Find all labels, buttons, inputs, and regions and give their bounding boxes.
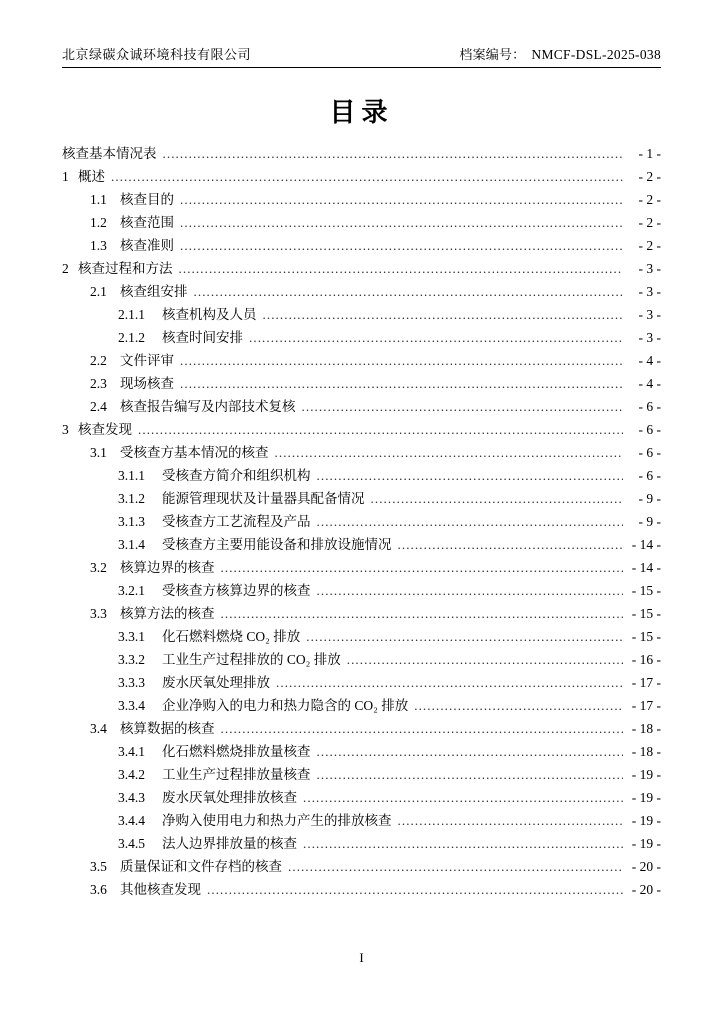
- table-of-contents: [62, 147, 661, 897]
- toc-entry-label: 核查组安排: [120, 284, 188, 299]
- toc-entry[interactable]: [62, 791, 661, 805]
- toc-entry-page: - 2 -: [638, 169, 661, 184]
- toc-entry-page: - 19 -: [631, 790, 661, 805]
- toc-leader-dots: [317, 745, 624, 759]
- toc-entry[interactable]: [62, 262, 661, 276]
- toc-entry-number: 3.4: [90, 721, 107, 736]
- toc-entry-page: - 3 -: [638, 261, 661, 276]
- toc-entry-page: - 14 -: [631, 537, 661, 552]
- toc-entry-number: 2.1: [90, 284, 107, 299]
- toc-entry-label: 核查报告编写及内部技术复核: [120, 399, 296, 414]
- toc-entry-label: 工业生产过程排放量核查: [162, 767, 311, 782]
- archive-number: [459, 44, 661, 63]
- toc-entry-number: 3.2.1: [118, 583, 145, 598]
- toc-entry-number: 3: [62, 422, 69, 437]
- toc-entry[interactable]: [62, 285, 661, 299]
- toc-entry-label: 核查机构及人员: [162, 307, 257, 322]
- toc-entry-page: - 4 -: [638, 376, 661, 391]
- toc-entry[interactable]: [62, 630, 661, 644]
- toc-entry-label: 受核查方基本情况的核查: [120, 445, 269, 460]
- page-number: I: [359, 950, 364, 965]
- toc-entry-number: 3.3: [90, 606, 107, 621]
- toc-entry-page: - 19 -: [631, 767, 661, 782]
- toc-entry[interactable]: [62, 377, 661, 391]
- toc-entry-page: - 2 -: [638, 192, 661, 207]
- toc-entry[interactable]: [62, 722, 661, 736]
- toc-entry-label: 受核查方核算边界的核查: [162, 583, 311, 598]
- toc-entry-label: 化石燃料燃烧 CO₂ 排放: [162, 629, 301, 644]
- toc-leader-dots: [180, 354, 623, 368]
- toc-leader-dots: [111, 170, 623, 184]
- toc-entry[interactable]: [62, 814, 661, 828]
- page-footer: [0, 950, 723, 966]
- toc-entry-number: 3.4.3: [118, 790, 145, 805]
- toc-entry-label: 受核查方主要用能设备和排放设施情况: [162, 537, 392, 552]
- toc-leader-dots: [398, 538, 624, 552]
- toc-entry-label: 工业生产过程排放的 CO₂ 排放: [162, 652, 341, 667]
- toc-entry[interactable]: [62, 492, 661, 506]
- toc-entry[interactable]: [62, 446, 661, 460]
- toc-entry-label: 废水厌氧处理排放核查: [162, 790, 297, 805]
- toc-entry[interactable]: [62, 561, 661, 575]
- toc-entry-page: - 20 -: [631, 859, 661, 874]
- toc-leader-dots: [180, 239, 623, 253]
- toc-entry[interactable]: [62, 653, 661, 667]
- toc-entry[interactable]: [62, 400, 661, 414]
- archive-code: NMCF-DSL-2025-038: [531, 47, 661, 62]
- toc-entry[interactable]: [62, 837, 661, 851]
- toc-leader-dots: [180, 193, 623, 207]
- toc-entry[interactable]: [62, 170, 661, 184]
- toc-leader-dots: [347, 653, 623, 667]
- toc-leader-dots: [317, 768, 624, 782]
- toc-entry-number: 2.4: [90, 399, 107, 414]
- toc-entry-page: - 2 -: [638, 238, 661, 253]
- toc-leader-dots: [221, 561, 624, 575]
- toc-entry-page: - 20 -: [631, 882, 661, 897]
- toc-entry-number: 3.1: [90, 445, 107, 460]
- toc-entry-label: 核查基本情况表: [62, 146, 157, 161]
- toc-entry-number: 3.1.4: [118, 537, 145, 552]
- toc-entry-label: 其他核查发现: [120, 882, 201, 897]
- toc-leader-dots: [317, 515, 624, 529]
- toc-leader-dots: [275, 446, 624, 460]
- toc-leader-dots: [302, 400, 624, 414]
- toc-leader-dots: [180, 377, 623, 391]
- toc-entry-label: 核算边界的核查: [120, 560, 215, 575]
- toc-leader-dots: [194, 285, 624, 299]
- toc-entry-number: 3.4.1: [118, 744, 145, 759]
- toc-entry[interactable]: [62, 676, 661, 690]
- toc-entry[interactable]: [62, 193, 661, 207]
- toc-entry[interactable]: [62, 147, 661, 161]
- toc-entry-number: 3.1.2: [118, 491, 145, 506]
- toc-entry-page: - 18 -: [631, 721, 661, 736]
- toc-entry-number: 3.1.1: [118, 468, 145, 483]
- toc-entry-number: 3.3.1: [118, 629, 145, 644]
- toc-entry-page: - 18 -: [631, 744, 661, 759]
- toc-entry-number: 2: [62, 261, 69, 276]
- toc-entry-label: 质量保证和文件存档的核查: [120, 859, 282, 874]
- toc-entry-label: 核查准则: [120, 238, 174, 253]
- toc-leader-dots: [371, 492, 624, 506]
- toc-entry[interactable]: [62, 331, 661, 345]
- toc-entry-label: 核查范围: [120, 215, 174, 230]
- toc-leader-dots: [249, 331, 623, 345]
- toc-leader-dots: [180, 216, 623, 230]
- toc-entry-page: - 6 -: [638, 399, 661, 414]
- toc-entry-page: - 6 -: [638, 445, 661, 460]
- toc-entry-page: - 16 -: [631, 652, 661, 667]
- toc-entry[interactable]: [62, 239, 661, 253]
- toc-entry-number: 3.3.3: [118, 675, 145, 690]
- toc-entry-number: 1.3: [90, 238, 107, 253]
- toc-entry-page: - 15 -: [631, 606, 661, 621]
- toc-leader-dots: [179, 262, 624, 276]
- toc-entry[interactable]: [62, 515, 661, 529]
- toc-entry[interactable]: [62, 699, 661, 713]
- toc-entry-number: 3.5: [90, 859, 107, 874]
- toc-leader-dots: [138, 423, 623, 437]
- toc-entry-page: - 3 -: [638, 307, 661, 322]
- toc-entry[interactable]: [62, 216, 661, 230]
- toc-entry-page: - 4 -: [638, 353, 661, 368]
- toc-entry[interactable]: [62, 883, 661, 897]
- toc-entry[interactable]: [62, 308, 661, 322]
- toc-leader-dots: [276, 676, 623, 690]
- toc-entry[interactable]: [62, 423, 661, 437]
- toc-entry-page: - 6 -: [638, 468, 661, 483]
- toc-leader-dots: [398, 814, 624, 828]
- company-name: 北京绿碳众诚环境科技有限公司: [62, 47, 252, 62]
- toc-entry-number: 1.2: [90, 215, 107, 230]
- toc-entry-page: - 15 -: [631, 629, 661, 644]
- toc-entry-label: 核算方法的核查: [120, 606, 215, 621]
- toc-entry-number: 1: [62, 169, 69, 184]
- toc-entry-number: 2.1.2: [118, 330, 145, 345]
- toc-entry-label: 企业净购入的电力和热力隐含的 CO₂ 排放: [162, 698, 409, 713]
- toc-entry[interactable]: [62, 860, 661, 874]
- toc-entry-label: 受核查方简介和组织机构: [162, 468, 311, 483]
- toc-entry-label: 核查发现: [78, 422, 132, 437]
- toc-entry-number: 3.3.2: [118, 652, 145, 667]
- page-title: 目录: [329, 98, 394, 127]
- toc-leader-dots: [317, 584, 624, 598]
- toc-entry-label: 核查目的: [120, 192, 174, 207]
- toc-entry[interactable]: [62, 584, 661, 598]
- toc-entry[interactable]: [62, 469, 661, 483]
- toc-entry-page: - 17 -: [631, 698, 661, 713]
- toc-entry-number: 2.3: [90, 376, 107, 391]
- toc-entry-label: 现场核查: [120, 376, 174, 391]
- toc-entry-number: 3.4.2: [118, 767, 145, 782]
- toc-leader-dots: [414, 699, 623, 713]
- toc-entry-label: 核查时间安排: [162, 330, 243, 345]
- toc-entry-label: 核查过程和方法: [78, 261, 173, 276]
- toc-entry-number: 1.1: [90, 192, 107, 207]
- toc-entry-number: 2.2: [90, 353, 107, 368]
- toc-entry-page: - 14 -: [631, 560, 661, 575]
- toc-leader-dots: [306, 630, 623, 644]
- toc-leader-dots: [163, 147, 624, 161]
- toc-entry-label: 化石燃料燃烧排放量核查: [162, 744, 311, 759]
- toc-entry-number: 3.4.5: [118, 836, 145, 851]
- toc-entry-page: - 15 -: [631, 583, 661, 598]
- toc-entry-label: 废水厌氧处理排放: [162, 675, 270, 690]
- toc-leader-dots: [221, 722, 624, 736]
- archive-label: 档案编号：: [459, 47, 526, 62]
- toc-entry[interactable]: [62, 768, 661, 782]
- toc-entry-page: - 3 -: [638, 284, 661, 299]
- toc-leader-dots: [303, 837, 623, 851]
- toc-leader-dots: [303, 791, 623, 805]
- toc-entry-page: - 9 -: [638, 491, 661, 506]
- toc-entry-page: - 1 -: [638, 146, 661, 161]
- toc-entry-page: - 2 -: [638, 215, 661, 230]
- toc-entry-label: 概述: [78, 169, 105, 184]
- toc-leader-dots: [317, 469, 624, 483]
- toc-leader-dots: [221, 607, 624, 621]
- toc-entry-page: - 19 -: [631, 813, 661, 828]
- toc-entry-number: 3.3.4: [118, 698, 145, 713]
- toc-entry-label: 法人边界排放量的核查: [162, 836, 297, 851]
- toc-entry-label: 净购入使用电力和热力产生的排放核查: [162, 813, 392, 828]
- toc-entry-label: 文件评审: [120, 353, 174, 368]
- toc-entry[interactable]: [62, 354, 661, 368]
- toc-entry[interactable]: [62, 607, 661, 621]
- toc-entry-number: 2.1.1: [118, 307, 145, 322]
- toc-entry-number: 3.1.3: [118, 514, 145, 529]
- toc-leader-dots: [207, 883, 623, 897]
- toc-entry-number: 3.4.4: [118, 813, 145, 828]
- page-header: [62, 44, 661, 68]
- toc-entry[interactable]: [62, 538, 661, 552]
- toc-entry-label: 核算数据的核查: [120, 721, 215, 736]
- toc-entry-number: 3.2: [90, 560, 107, 575]
- toc-entry-page: - 19 -: [631, 836, 661, 851]
- toc-entry-label: 能源管理现状及计量器具配备情况: [162, 491, 365, 506]
- toc-leader-dots: [263, 308, 624, 322]
- toc-entry[interactable]: [62, 745, 661, 759]
- toc-entry-number: 3.6: [90, 882, 107, 897]
- toc-entry-page: - 6 -: [638, 422, 661, 437]
- toc-entry-label: 受核查方工艺流程及产品: [162, 514, 311, 529]
- toc-leader-dots: [288, 860, 623, 874]
- toc-entry-page: - 17 -: [631, 675, 661, 690]
- toc-entry-page: - 9 -: [638, 514, 661, 529]
- toc-entry-page: - 3 -: [638, 330, 661, 345]
